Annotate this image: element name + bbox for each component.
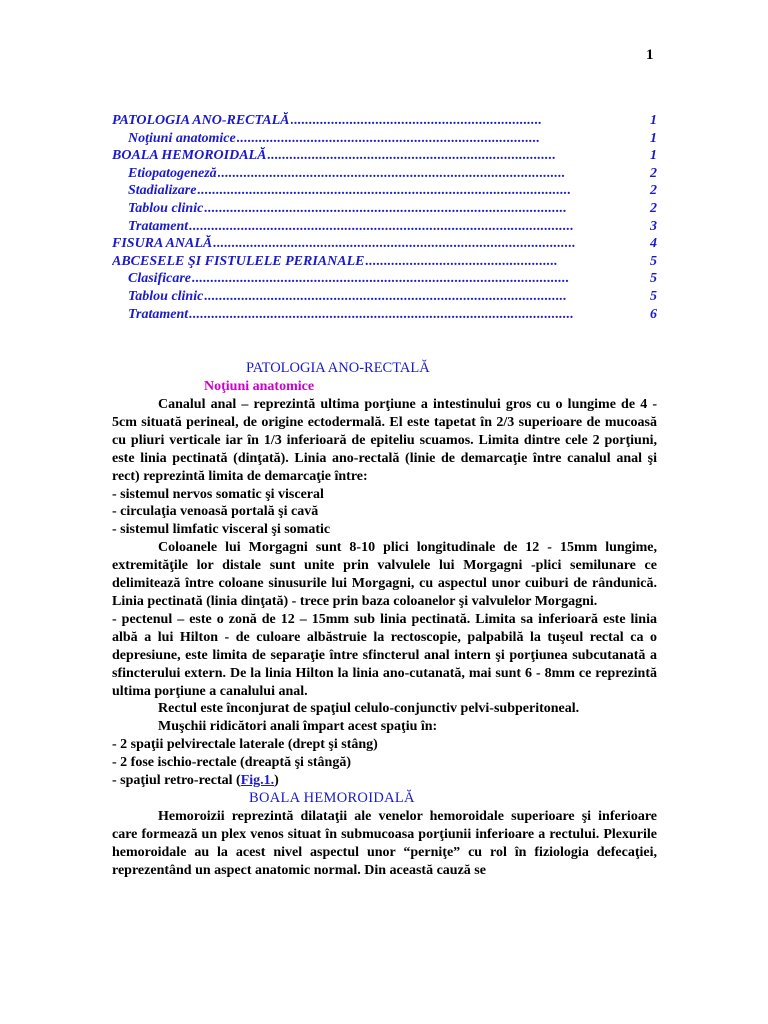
- toc-page: 6: [650, 306, 657, 322]
- paragraph: - pectenul – este o zonă de 12 – 15mm sub linia pectinată. Limita sa inferioară este linia albă a lui Hilton - de culoare albăstruie la rectoscopie, palpabilă la tuşeul rectal ca o depresiune, este limita de separaţie între sfincterul anal intern şi porţiunea subcutanată a sfincterului extern. De la linia Hilton la linia ano-cutanată, mai sunt 6 - 8mm ce reprezintă ultima porţiune a canalului anal.: [112, 611, 657, 699]
- toc-page: 2: [650, 200, 657, 216]
- toc-dots: ........................................................................................................: [189, 306, 574, 322]
- list-item: [112, 772, 657, 790]
- toc-page: 5: [650, 253, 657, 269]
- toc-entry[interactable]: [112, 200, 657, 218]
- toc-title: FISURA ANALĂ: [112, 236, 213, 252]
- table-of-contents: [112, 112, 657, 323]
- toc-dots: ..............................................................................: [267, 148, 557, 164]
- toc-dots: ..............................................................................................: [217, 165, 566, 181]
- list-item: - 2 spaţii pelvirectale laterale (drept şi stâng): [112, 737, 378, 753]
- toc-entry[interactable]: [112, 288, 657, 306]
- list-item-text: - spaţiul retro-rectal (: [112, 773, 241, 789]
- toc-title: Tratament: [128, 218, 189, 234]
- toc-dots: ..................................................................................................: [204, 288, 567, 304]
- toc-entry[interactable]: [112, 130, 657, 148]
- toc-entry[interactable]: [112, 235, 657, 253]
- page-number: 1: [646, 47, 654, 63]
- toc-title: BOALA HEMOROIDALĂ: [112, 148, 267, 164]
- toc-dots: ..................................................................................................: [204, 200, 567, 216]
- paragraph: Canalul anal – reprezintă ultima porţiune a intestinului gros cu o lungime de 4 - 5cm situată perineal, de origine ectodermală. El este tapetat în 2/3 superioare de mucoasă cu pliuri verticale iar în 1/3 inferioară de epiteliu scuamos. Limita dintre cele 2 porţiuni, este linia pectinată (dinţată). Linia ano-rectală (linie de demarcaţie între canalul anal şi rect) reprezintă limita de demarcaţie între:: [112, 397, 657, 484]
- toc-dots: ..................................................................................: [236, 130, 541, 146]
- toc-entry[interactable]: [112, 182, 657, 200]
- toc-entry[interactable]: [112, 253, 657, 271]
- toc-entry[interactable]: [112, 112, 657, 130]
- toc-title: Tablou clinic: [128, 200, 204, 216]
- toc-dots: ......................................................................................................: [192, 271, 570, 287]
- toc-title: Tablou clinic: [128, 288, 204, 304]
- list-item-text: ): [274, 773, 279, 789]
- toc-entry[interactable]: [112, 306, 657, 324]
- toc-dots: .....................................................................................................: [197, 183, 572, 199]
- list-item: - sistemul limfatic visceral şi somatic: [112, 522, 331, 538]
- list-item: - sistemul nervos somatic şi visceral: [112, 486, 324, 502]
- paragraph: Muşchii ridicători anali împart acest spaţiu în:: [158, 719, 438, 735]
- toc-title: PATOLOGIA ANO-RECTALĂ: [112, 113, 290, 128]
- toc-page: 2: [650, 165, 657, 181]
- toc-title: Tratament: [128, 306, 189, 322]
- toc-page: 3: [650, 218, 657, 234]
- paragraph: Coloanele lui Morgagni sunt 8-10 plici longitudinale de 12 - 15mm lungime, extremităţile lor distale sunt unite prin valvulele lui Morgagni -plici semilunare ce delimitează între coloane sinusurile lui Morgagni, cu aspectul unor cuiburi de rândunică. Linia pectinată (linia dinţată) - trece prin baza coloanelor şi valvulelor Morgagni.: [112, 540, 657, 609]
- toc-page: 2: [650, 183, 657, 199]
- toc-title: ABCESELE ŞI FISTULELE PERIANALE: [112, 253, 365, 269]
- toc-page: 1: [650, 113, 657, 128]
- toc-title: Etiopatogeneză: [128, 165, 217, 181]
- toc-page: 4: [650, 236, 657, 252]
- figure-link[interactable]: Fig.1.: [240, 773, 275, 789]
- subsection-heading: Noţiuni anatomice: [204, 379, 315, 394]
- document-body: [112, 360, 657, 880]
- toc-entry[interactable]: [112, 218, 657, 236]
- paragraph: Rectul este înconjurat de spaţiul celulo-conjunctiv pelvi-subperitoneal.: [158, 701, 580, 717]
- toc-dots: ..................................................................................................: [213, 236, 576, 252]
- toc-entry[interactable]: [112, 270, 657, 288]
- toc-title: Noţiuni anatomice: [128, 130, 236, 146]
- section-heading: BOALA HEMOROIDALĂ: [249, 789, 415, 806]
- toc-page: 5: [650, 288, 657, 304]
- toc-page: 5: [650, 271, 657, 287]
- toc-dots: ....................................................: [365, 253, 558, 269]
- list-item: - 2 fose ischio-rectale (dreaptă şi stângă): [112, 755, 351, 771]
- toc-title: Stadializare: [128, 183, 197, 199]
- toc-page: 1: [650, 130, 657, 146]
- toc-entry[interactable]: [112, 165, 657, 183]
- paragraph: Hemoroizii reprezintă dilataţii ale venelor hemoroidale superioare şi inferioare care formează un plex venos situat în submucoasa porţiunii inferioare a rectului. Plexurile hemoroidale au la acest nivel aspectul unor “perniţe” cu rol în fiziologia defecaţiei, reprezentând un aspect anatomic normal. Din această cauză se: [112, 808, 657, 878]
- toc-title: Clasificare: [128, 271, 191, 287]
- section-heading: PATOLOGIA ANO-RECTALĂ: [246, 360, 430, 376]
- toc-dots: ....................................................................: [290, 113, 543, 128]
- list-item: - circulaţia venoasă portală şi cavă: [112, 504, 319, 520]
- toc-dots: ........................................................................................................: [189, 218, 574, 234]
- toc-page: 1: [650, 148, 657, 164]
- toc-entry[interactable]: [112, 147, 657, 165]
